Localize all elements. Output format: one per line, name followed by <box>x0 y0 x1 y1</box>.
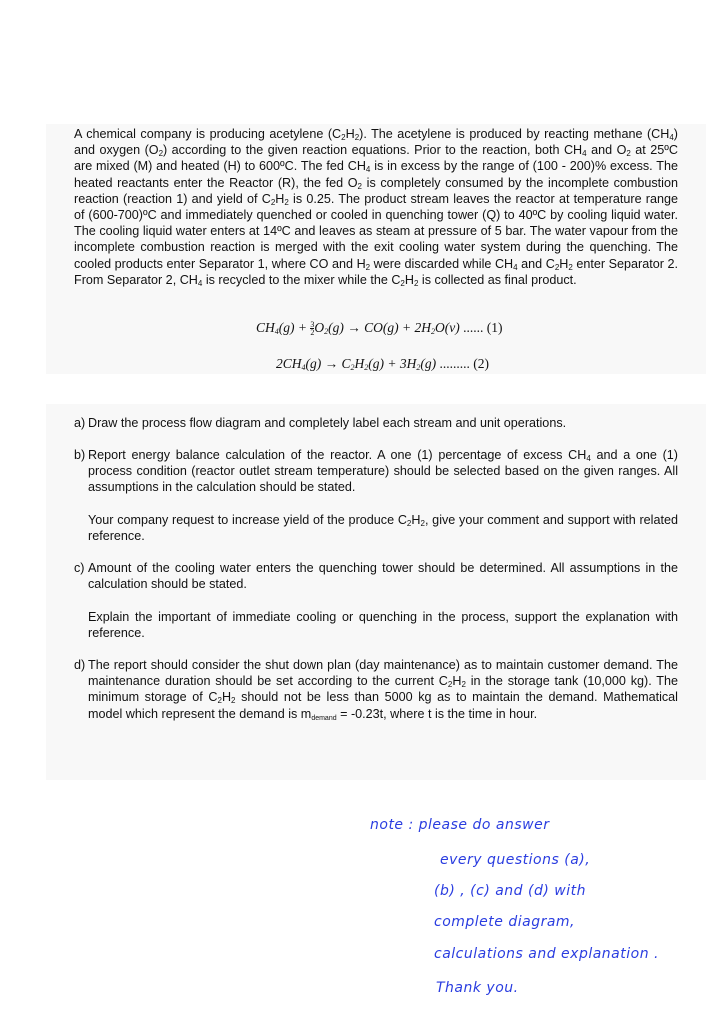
reaction-equation-2: $2CH_4(g) \to C_2H_2(g) + 3H_2(g)$ ......... (2) <box>276 356 489 372</box>
handwritten-note-line-6: Thank you. <box>436 980 519 996</box>
handwritten-note-line-5: calculations and explanation . <box>434 946 659 962</box>
question-d: d) The report should consider the shut down plan (day maintenance) as to maintain customer demand. The maintenance duration should be set according to the current $C_2H_2$ in the storage tank (10,000 kg). The minimum storage of $C_2H_2$ should not be less than 5000 kg as to maintain the demand. Mathematical model which represent the demand is $m_{demand} = -0.23t$, where t is the time in hour. <box>74 658 678 722</box>
problem-statement: A chemical company is producing acetylene $(C_2H_2)$. The acetylene is produced by reacting methane $(CH_4)$ and oxygen $(O_2)$ according to the given reaction equations. Prior to the reaction, both $CH_4$ and $O_2$ at 25ºC are mixed (M) and heated (H) to 600ºC. The fed $CH_4$ is in excess by the range of (100 - 200)% excess. The heated reactants enter the Reactor (R), the fed $O_2$ is completely consumed by the incomplete combustion reaction (reaction 1) and yield of $C_2H_2$ is 0.25. The product stream leaves the reactor at temperature range of (600-700)ºC and immediately quenched or cooled in quenching tower (Q) to 40ºC by cooling liquid water. The cooling liquid water enters at 14ºC and leaves as steam at pressure of 5 bar. The water vapour from the incomplete combustion reaction is merged with the exit cooling water system during the quenching. The cooled products enter Separator 1, where CO and $H_2$ were discarded while $CH_4$ and $C_2H_2$ enter Separator 2. From Separator 2, $CH_4$ is recycled to the mixer while the $C_2H_2$ is collected as final product. <box>74 127 679 288</box>
question-c: c) Amount of the cooling water enters the quenching tower should be determined. All assumptions in the calculation should be stated. <box>74 561 678 592</box>
question-b: b) Report energy balance calculation of the reactor. A one (1) percentage of excess $CH_4$ and a one (1) process condition (reactor outlet stream temperature) should be selected based on the given ranges. All assumptions in the calculation should be stated. <box>74 448 678 495</box>
fraction-three-halves: $\frac{3}{2}$ <box>310 320 315 338</box>
question-c-extra: Explain the important of immediate cooling or quenching in the process, support the explanation with reference. <box>88 610 678 641</box>
handwritten-note-line-1: note : please do answer <box>370 817 550 833</box>
handwritten-note-line-4: complete diagram, <box>434 914 576 930</box>
handwritten-note-line-3: (b) , (c) and (d) with <box>434 883 586 899</box>
handwritten-note-line-2: every questions (a), <box>440 852 591 868</box>
reaction-equation-1: $CH_4(g)$ + $\frac{3}{2}$ $O_2(g) \to CO(g) + 2H_2O(v)$ ...... (1) <box>256 320 503 338</box>
question-b-extra: Your company request to increase yield of the produce $C_2H_2$, give your comment and support with related reference. <box>88 513 678 544</box>
question-a: a) Draw the process flow diagram and completely label each stream and unit operations. <box>74 416 567 430</box>
